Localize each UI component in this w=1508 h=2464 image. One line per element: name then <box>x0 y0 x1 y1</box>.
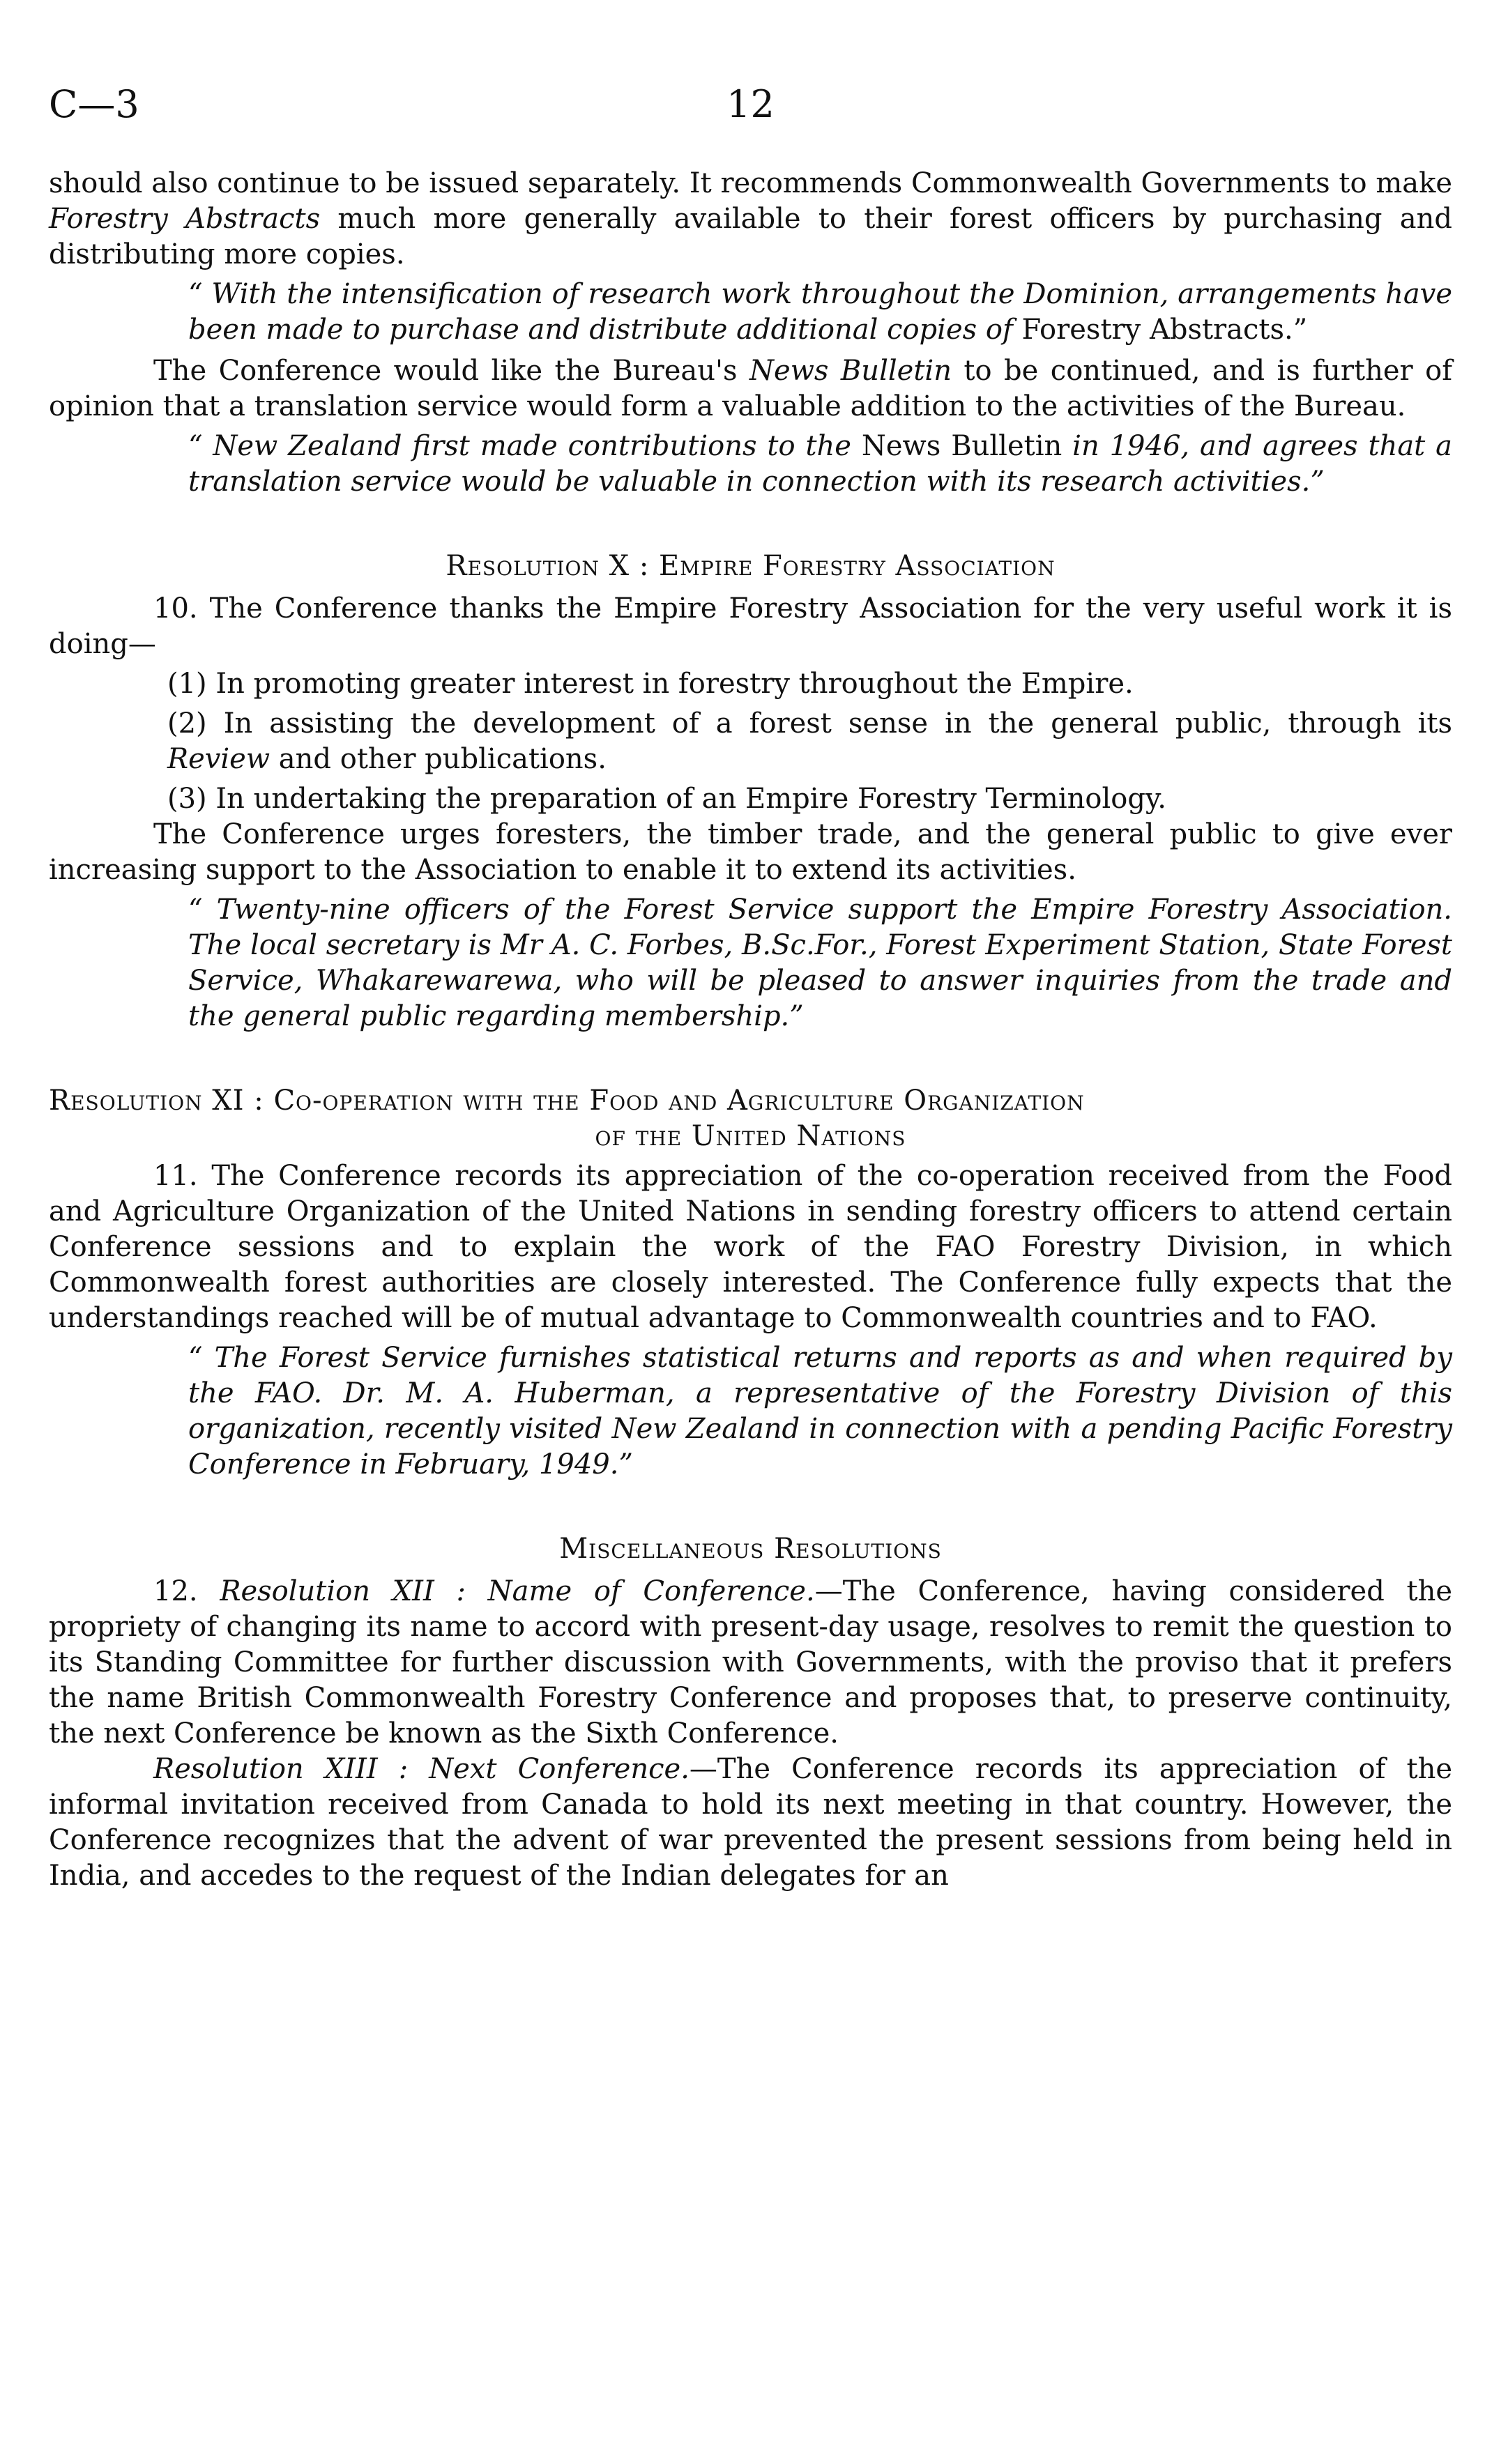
list-item: (2) In assisting the development of a forest sense in the general public, through its Review and other publications. <box>167 707 1452 775</box>
page-body <box>49 166 1452 1894</box>
resolution-xi-body: 11. The Conference records its appreciation of the co-operation received from the Food and Agriculture Organization of the United Nations in sending forestry officers to attend certain Conference sessions and to explain the work of the FAO Forestry Division, in which Commonwealth forest authorities are closely interested. The Conference fully expects that the understandings reached will be of mutual advantage to Commonwealth countries and to FAO. <box>49 1160 1452 1334</box>
resolution-xi-heading-line2: of the United Nations <box>595 1120 906 1152</box>
resolution-x-heading: Resolution X : Empire Forestry Association <box>445 550 1056 582</box>
nz-comment-fao: “ The Forest Service furnishes statistical returns and reports as and when required by the FAO. Dr. M. A. Huberman, a representative of the Forestry Division of this organization, recently visited New Zealand in connection with a pending Pacific Forestry Conference in February, 1949.” <box>188 1342 1452 1480</box>
nz-comment-association: “ Twenty-nine officers of the Forest Service support the Empire Forestry Association. The local secretary is Mr A. C. Forbes, B.Sc.For., Forest Experiment Station, State Forest Service, Whakarewarewa, who will be pleased to answer inquiries from the trade and the general public regarding membership.” <box>188 894 1452 1032</box>
resolution-x-intro: 10. The Conference thanks the Empire Forestry Association for the very useful work it is doing— <box>49 592 1452 660</box>
nz-comment-news-bulletin: “ New Zealand first made contributions to the News Bulletin in 1946, and agrees that a translation service would be valuable in connection with its research activities.” <box>188 430 1452 498</box>
resolution-x-urge: The Conference urges foresters, the timber trade, and the general public to give ever increasing support to the Association to enable it to extend its activities. <box>49 818 1452 886</box>
list-item: (1) In promoting greater interest in forestry throughout the Empire. <box>167 668 1134 700</box>
paragraph-continuation: should also continue to be issued separately. It recommends Commonwealth Governments to make Forestry Abstracts much more generally available to their forest officers by purchasing and distributing more copies. <box>49 167 1452 270</box>
miscellaneous-heading: Miscellaneous Resolutions <box>559 1533 942 1565</box>
resolution-xiii: Resolution XIII : Next Conference.—The Conference records its appreciation of the informal invitation received from Canada to hold its next meeting in that country. However, the Conference recognizes that the advent of war prevented the present sessions from being held in India, and accedes to the request of the Indian delegates for an <box>49 1753 1452 1892</box>
paragraph-news-bulletin: The Conference would like the Bureau's News Bulletin to be continued, and is further of opinion that a translation service would form a valuable addition to the activities of the Bureau. <box>49 355 1453 422</box>
resolution-xii: 12. Resolution XII : Name of Conference.—The Conference, having considered the propriety of changing its name to accord with present-day usage, resolves to remit the question to its Standing Committee for further discussion with Governments, with the proviso that it prefers the name British Commonwealth Forestry Conference and proposes that, to preserve continuity, the next Conference be known as the Sixth Conference. <box>49 1575 1453 1750</box>
nz-comment-abstracts: “ With the intensification of research work throughout the Dominion, arrangements have been made to purchase and distribute additional copies of Forestry Abstracts.” <box>188 278 1452 346</box>
page-header <box>49 82 1452 131</box>
list-item: (3) In undertaking the preparation of an Empire Forestry Terminology. <box>167 783 1166 815</box>
resolution-xi-heading: Resolution XI : Co-operation with the Food and Agriculture Organization <box>49 1085 1085 1117</box>
page-number: 12 <box>726 82 775 126</box>
document-code: C—3 <box>49 82 139 126</box>
